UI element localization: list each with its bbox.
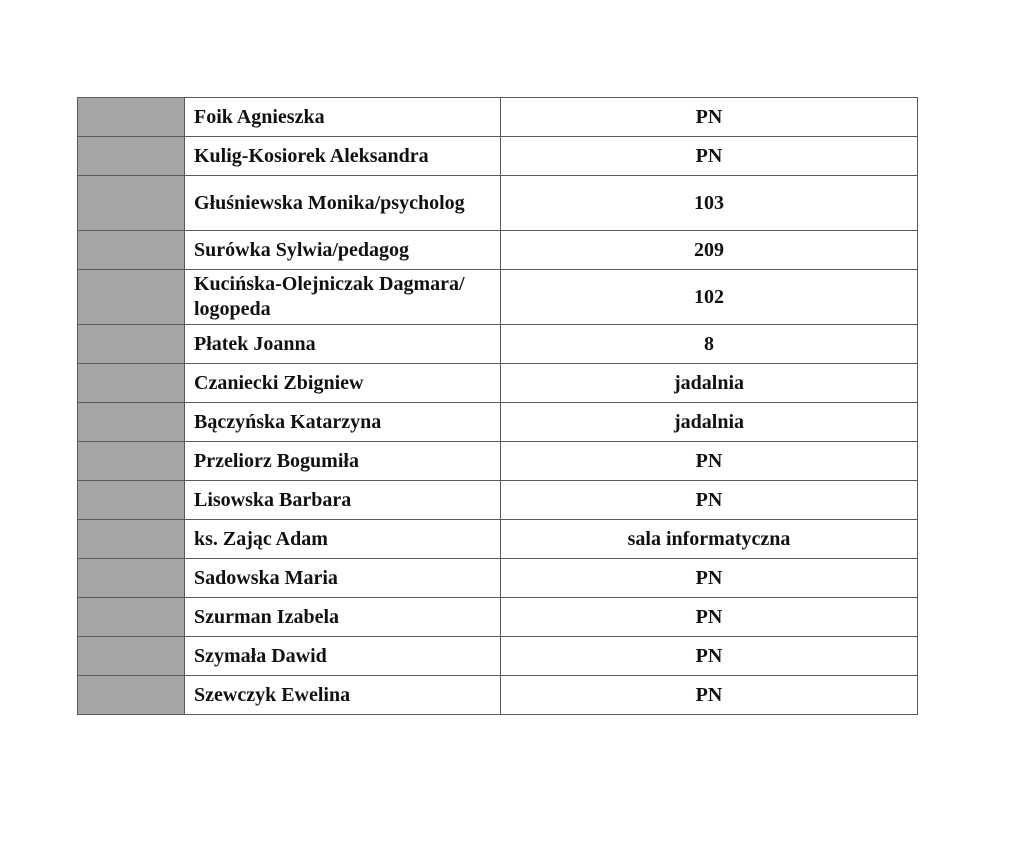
room-cell: sala informatyczna <box>501 520 918 559</box>
staff-name-cell: Kulig-Kosiorek Aleksandra <box>185 137 501 176</box>
staff-name-cell: Lisowska Barbara <box>185 481 501 520</box>
staff-name-cell: Sadowska Maria <box>185 559 501 598</box>
shaded-cell <box>78 481 185 520</box>
staff-name-cell: Szurman Izabela <box>185 598 501 637</box>
staff-name-cell: Kucińska-Olejniczak Dagmara/ logopeda <box>185 270 501 325</box>
staff-name-cell: Głuśniewska Monika/psycholog <box>185 176 501 231</box>
shaded-cell <box>78 176 185 231</box>
staff-name-cell: Płatek Joanna <box>185 325 501 364</box>
table-row <box>78 520 918 559</box>
staff-room-table <box>77 97 918 715</box>
room-cell: jadalnia <box>501 403 918 442</box>
room-cell: 209 <box>501 231 918 270</box>
table-row <box>78 559 918 598</box>
room-cell: 103 <box>501 176 918 231</box>
shaded-cell <box>78 676 185 715</box>
table-row <box>78 403 918 442</box>
table-row <box>78 481 918 520</box>
room-cell: PN <box>501 481 918 520</box>
staff-name-cell: Szewczyk Ewelina <box>185 676 501 715</box>
staff-name-cell: Czaniecki Zbigniew <box>185 364 501 403</box>
staff-name-cell: ks. Zając Adam <box>185 520 501 559</box>
shaded-cell <box>78 637 185 676</box>
staff-name-cell: Bączyńska Katarzyna <box>185 403 501 442</box>
staff-name-cell: Szymała Dawid <box>185 637 501 676</box>
shaded-cell <box>78 231 185 270</box>
table-row <box>78 637 918 676</box>
shaded-cell <box>78 559 185 598</box>
room-cell: PN <box>501 559 918 598</box>
room-cell: PN <box>501 442 918 481</box>
table-row <box>78 676 918 715</box>
room-cell: 8 <box>501 325 918 364</box>
shaded-cell <box>78 598 185 637</box>
table-row <box>78 442 918 481</box>
shaded-cell <box>78 403 185 442</box>
shaded-cell <box>78 137 185 176</box>
table-row <box>78 176 918 231</box>
table-row <box>78 231 918 270</box>
shaded-cell <box>78 325 185 364</box>
staff-name-cell: Foik Agnieszka <box>185 98 501 137</box>
staff-name-cell: Surówka Sylwia/pedagog <box>185 231 501 270</box>
room-cell: 102 <box>501 270 918 325</box>
shaded-cell <box>78 520 185 559</box>
table-body <box>78 98 918 715</box>
room-cell: PN <box>501 598 918 637</box>
table-row <box>78 98 918 137</box>
shaded-cell <box>78 442 185 481</box>
room-cell: PN <box>501 137 918 176</box>
table-row <box>78 325 918 364</box>
table-row <box>78 598 918 637</box>
room-cell: jadalnia <box>501 364 918 403</box>
shaded-cell <box>78 98 185 137</box>
shaded-cell <box>78 364 185 403</box>
table-row <box>78 270 918 325</box>
table-row <box>78 137 918 176</box>
room-cell: PN <box>501 98 918 137</box>
shaded-cell <box>78 270 185 325</box>
room-cell: PN <box>501 637 918 676</box>
room-cell: PN <box>501 676 918 715</box>
staff-name-cell: Przeliorz Bogumiła <box>185 442 501 481</box>
table-row <box>78 364 918 403</box>
